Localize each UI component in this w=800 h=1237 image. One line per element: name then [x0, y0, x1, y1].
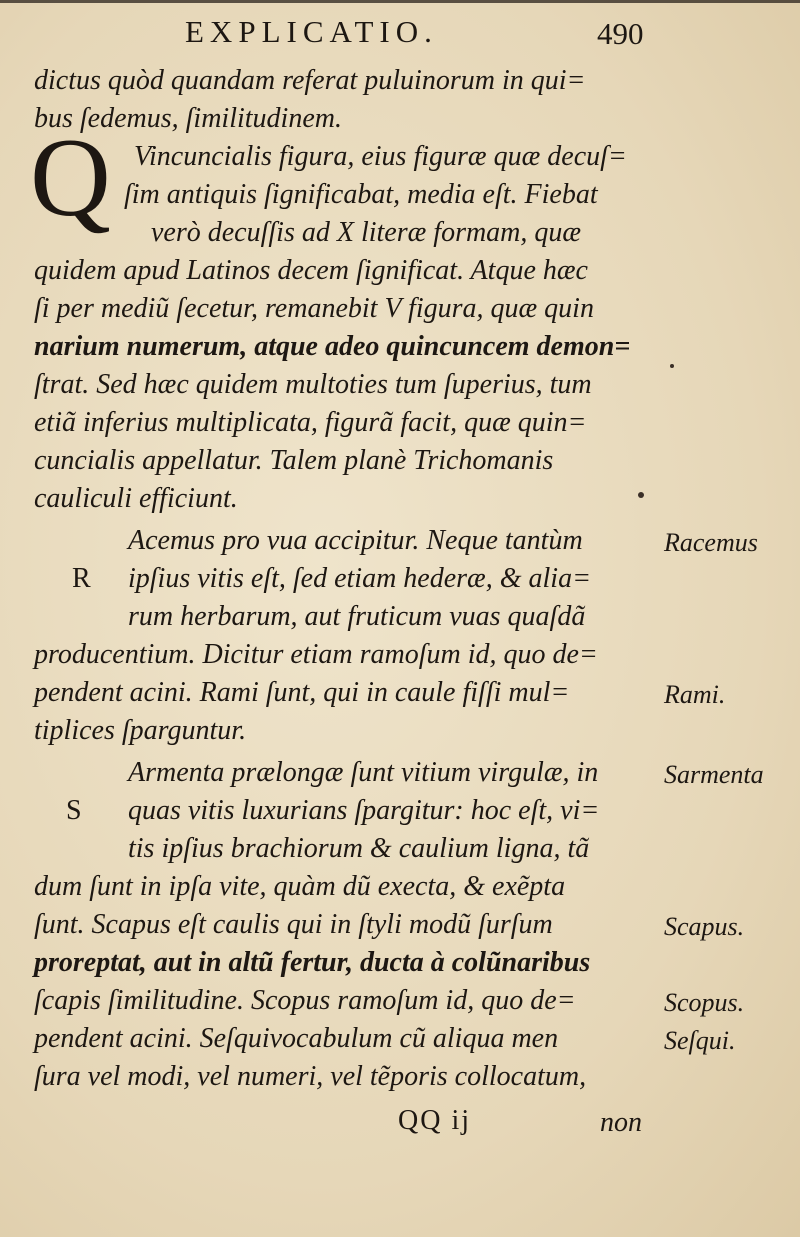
signature-mark: QQ ij [398, 1105, 471, 1136]
text-line: dum ſunt in ipſa vite, quàm dũ execta, & exẽpta [34, 871, 566, 902]
text-line: Armenta prælongæ ſunt vitium virgulæ, in [128, 757, 599, 788]
text-line: verò decuſſis ad X literæ formam, quæ [151, 217, 582, 248]
text-line: Vincuncialis figura, eius figuræ quæ decuſ= [134, 141, 627, 172]
margin-note: Scopus. [664, 988, 745, 1017]
ink-speck [670, 364, 674, 368]
text-line: ſura vel modi, vel numeri, vel tẽporis collocatum, [34, 1061, 587, 1092]
text-line: producentium. Dicitur etiam ramoſum id, quo de= [34, 639, 598, 670]
text-line: cuncialis appellatur. Talem planè Trichomanis [34, 445, 554, 476]
text-line: proreptat, aut in altũ fertur, ducta à colũnaribus [34, 947, 591, 978]
margin-note: Seſqui. [664, 1026, 736, 1055]
text-line: cauliculi efficiunt. [34, 483, 238, 514]
text-line: dictus quòd quandam referat puluinorum in qui= [34, 65, 586, 96]
text-line: bus ſedemus, ſimilitudinem. [34, 103, 342, 134]
text-line: quas vitis luxurians ſpargitur: hoc eſt, vi= [128, 795, 600, 826]
section-letter-s: S [66, 795, 82, 826]
margin-note: Scapus. [664, 912, 745, 941]
margin-note: Racemus [664, 528, 758, 557]
text-line: tis ipſius brachiorum & caulium ligna, tã [128, 833, 590, 864]
text-line: pendent acini. Seſquivocabulum cũ aliqua men [34, 1023, 559, 1054]
text-line: rum herbarum, aut fruticum vuas quaſdã [128, 601, 586, 632]
text-line: tiplices ſparguntur. [34, 715, 247, 746]
text-line: narium numerum, atque adeo quincuncem demon= [34, 331, 631, 362]
text-line: pendent acini. Rami ſunt, qui in caule fiſſi mul= [34, 677, 570, 708]
margin-note: Rami. [664, 680, 726, 709]
catchword: non [600, 1107, 642, 1138]
drop-cap: Q [30, 116, 111, 240]
running-header: EXPLICATIO. [185, 14, 438, 49]
text-line: ſim antiquis ſignificabat, media eſt. Fiebat [124, 179, 598, 210]
margin-note: Sarmenta [664, 760, 764, 789]
text-line: ſi per mediũ ſecetur, remanebit V figura, quæ quin [34, 293, 594, 324]
text-line: quidem apud Latinos decem ſignificat. Atque hæc [34, 255, 588, 286]
text-line: ſtrat. Sed hæc quidem multoties tum ſuperius, tum [34, 369, 592, 400]
text-line: Acemus pro vua accipitur. Neque tantùm [128, 525, 583, 556]
text-line: ipſius vitis eſt, ſed etiam hederæ, & alia= [128, 563, 591, 594]
page-number: 490 [597, 16, 644, 51]
text-line: etiã inferius multiplicata, figurã facit, quæ quin= [34, 407, 587, 438]
text-line: ſunt. Scapus eſt caulis qui in ſtyli modũ ſurſum [34, 909, 553, 940]
top-rule [0, 0, 800, 3]
section-letter-r: R [72, 563, 91, 594]
ink-speck [638, 492, 644, 498]
text-line: ſcapis ſimilitudine. Scopus ramoſum id, quo de= [34, 985, 576, 1016]
